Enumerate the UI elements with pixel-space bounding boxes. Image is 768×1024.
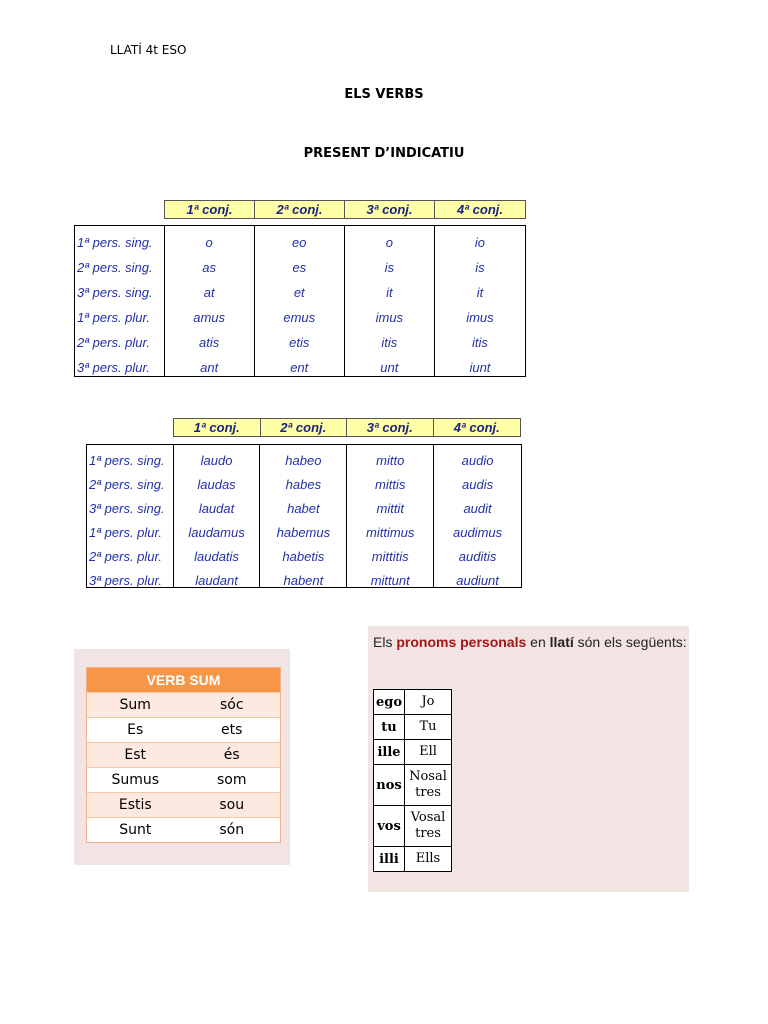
table-cell: unt: [380, 360, 399, 375]
conj-3-label: 3ª conj.: [347, 419, 434, 436]
table-row: [374, 765, 452, 806]
table-cell: it: [476, 285, 484, 300]
catalan-pronoun: Tu: [405, 715, 452, 740]
table-cell: is: [475, 260, 485, 275]
table-cell: o: [385, 235, 393, 250]
table-row: [374, 740, 452, 765]
latin-form: Sum: [119, 697, 151, 713]
table-cell: ant: [200, 360, 219, 375]
table-row: [87, 817, 280, 842]
page-title: ELS VERBS: [344, 87, 424, 102]
latin-pronoun: nos: [374, 765, 405, 806]
verb-sum-table: [86, 667, 281, 843]
latin-form: Es: [127, 722, 144, 738]
examples-table: [86, 444, 522, 588]
latin-pronoun: ego: [374, 690, 405, 715]
catalan-pronoun: Vosal tres: [405, 806, 452, 847]
conj-4-label: 4ª conj.: [453, 420, 500, 435]
pronouns-panel: [368, 626, 689, 892]
latin-pronoun: illi: [374, 847, 405, 872]
table-row: [374, 715, 452, 740]
table-cell: atis: [199, 335, 220, 350]
examples-col-2: [260, 445, 347, 587]
table-cell: eo: [292, 235, 307, 250]
latin-form: Sunt: [119, 822, 152, 838]
table-cell: mittunt: [370, 573, 410, 588]
table-cell: amus: [193, 310, 226, 325]
table-row: [87, 692, 280, 717]
table-cell: habent: [283, 573, 324, 588]
latin-pronoun: tu: [374, 715, 405, 740]
table-cell: es: [292, 260, 307, 275]
table-cell: laudant: [195, 573, 238, 588]
table-cell: laudamus: [188, 525, 245, 540]
table-row: [374, 847, 452, 872]
table-cell: 1ª pers. plur.: [77, 310, 150, 325]
intro-text-1: Els: [373, 634, 397, 650]
endings-col-1: [165, 226, 255, 376]
latin-form: Est: [124, 747, 147, 763]
table-cell: ent: [290, 360, 309, 375]
table-cell: mittimus: [366, 525, 415, 540]
catalan-form: són: [219, 822, 245, 838]
table-cell: audis: [462, 477, 494, 492]
person-labels: [87, 445, 174, 587]
table-cell: habetis: [282, 549, 325, 564]
table-cell: auditis: [458, 549, 497, 564]
table-cell: audit: [463, 501, 492, 516]
catalan-form: ets: [221, 722, 243, 738]
conj-1-label: 1ª conj.: [165, 201, 255, 218]
catalan-pronoun: Ells: [405, 847, 452, 872]
table-cell: audimus: [452, 525, 503, 540]
table-cell: as: [202, 260, 217, 275]
table-cell: mittitis: [371, 549, 409, 564]
conj-2-label: 2ª conj.: [261, 419, 348, 436]
table-cell: 2ª pers. sing.: [77, 260, 153, 275]
intro-text-2: en: [526, 634, 550, 650]
latin-form: Sumus: [111, 772, 160, 788]
table-cell: 3ª pers. sing.: [89, 501, 165, 516]
endings-table: [74, 225, 526, 377]
conj-1-label: 1ª conj.: [174, 419, 261, 436]
table-cell: itis: [471, 335, 488, 350]
table-cell: itis: [381, 335, 398, 350]
examples-col-3: [347, 445, 434, 587]
table-cell: laudo: [200, 453, 233, 468]
table-cell: laudat: [198, 501, 235, 516]
examples-conj-header: [173, 418, 521, 437]
table-cell: io: [474, 235, 485, 250]
pronouns-table: [373, 689, 452, 872]
table-cell: audiunt: [456, 573, 499, 588]
catalan-form: som: [217, 772, 247, 788]
latin-form: Estis: [118, 797, 152, 813]
table-cell: mitto: [376, 453, 405, 468]
table-cell: it: [386, 285, 393, 300]
table-cell: imus: [466, 310, 494, 325]
table-cell: 1ª pers. plur.: [89, 525, 162, 540]
latin-pronoun: ille: [374, 740, 405, 765]
table-cell: 2ª pers. sing.: [89, 477, 165, 492]
person-labels: [75, 226, 165, 376]
table-row: [374, 806, 452, 847]
table-row: [87, 742, 280, 767]
examples-col-1: [174, 445, 261, 587]
table-cell: 3ª pers. plur.: [89, 573, 162, 588]
latin-pronoun: vos: [374, 806, 405, 847]
endings-col-3: [345, 226, 435, 376]
catalan-pronoun: Jo: [405, 690, 452, 715]
table-cell: et: [293, 285, 305, 300]
table-cell: habemus: [276, 525, 331, 540]
table-row: [87, 717, 280, 742]
catalan-pronoun: Nosal tres: [405, 765, 452, 806]
table-cell: laudatis: [194, 549, 239, 564]
table-cell: laudas: [197, 477, 236, 492]
verb-sum-panel: [74, 649, 290, 865]
examples-col-4: [434, 445, 521, 587]
table-row: [87, 767, 280, 792]
table-row: [374, 690, 452, 715]
intro-text-3: són els següents:: [573, 634, 687, 650]
table-row: [87, 792, 280, 817]
table-cell: 3ª pers. sing.: [77, 285, 153, 300]
catalan-form: sou: [219, 797, 245, 813]
catalan-form: és: [223, 747, 240, 763]
table-cell: 1ª pers. sing.: [89, 453, 165, 468]
table-cell: etis: [289, 335, 310, 350]
conj-4-label: 4ª conj.: [457, 202, 503, 217]
endings-col-2: [255, 226, 345, 376]
table-cell: habes: [285, 477, 322, 492]
verb-sum-title: VERB SUM: [87, 668, 280, 692]
table-cell: habet: [287, 501, 320, 516]
intro-highlight: pronoms personals: [396, 634, 527, 650]
catalan-form: sóc: [219, 697, 244, 713]
table-cell: 3ª pers. plur.: [77, 360, 150, 375]
conj-2-label: 2ª conj.: [255, 201, 345, 218]
endings-col-4: [435, 226, 525, 376]
endings-conj-header: [164, 200, 526, 219]
table-cell: 2ª pers. plur.: [77, 335, 150, 350]
table-cell: o: [205, 235, 213, 250]
table-cell: is: [384, 260, 395, 275]
table-cell: audio: [461, 453, 494, 468]
table-cell: 1ª pers. sing.: [77, 235, 153, 250]
course-label: LLATÍ 4t ESO: [110, 43, 187, 57]
section-title: PRESENT D’INDICATIU: [303, 146, 465, 161]
conj-3-label: 3ª conj.: [345, 201, 435, 218]
table-cell: mittit: [376, 501, 404, 516]
table-cell: habeo: [285, 453, 322, 468]
catalan-pronoun: Ell: [405, 740, 452, 765]
table-cell: emus: [283, 310, 316, 325]
table-cell: mittis: [375, 477, 406, 492]
table-cell: at: [203, 285, 215, 300]
intro-bold: llatí: [549, 634, 574, 650]
table-cell: imus: [375, 310, 404, 325]
table-cell: 2ª pers. plur.: [89, 549, 162, 564]
verb-sum-rows: [87, 692, 280, 842]
table-cell: iunt: [469, 360, 491, 375]
pronouns-intro: [373, 634, 687, 650]
